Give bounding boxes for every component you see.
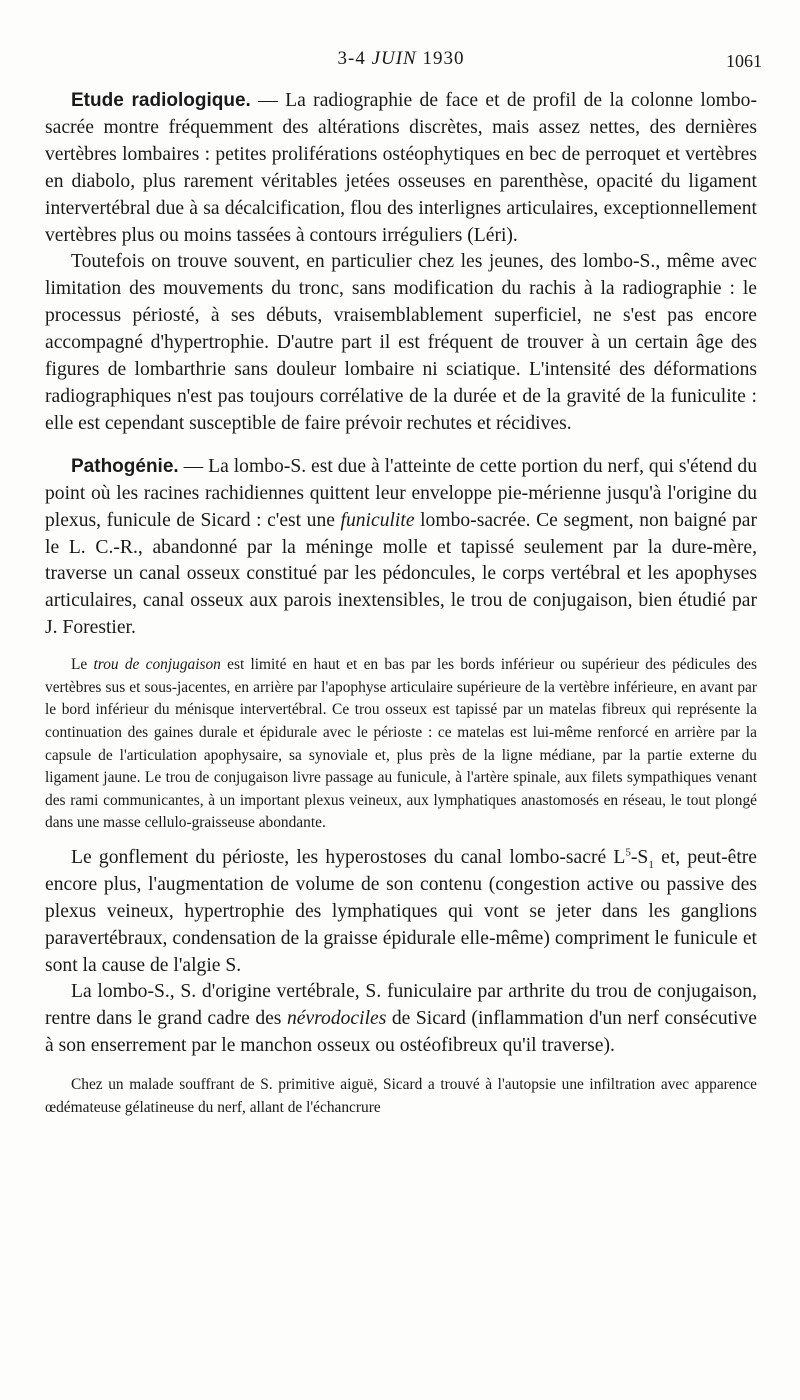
date-month: JUIN [371,48,417,69]
date-day: 3-4 [337,48,372,69]
section-title-radiologic: Etude radiologique. [71,90,251,111]
article-body [45,88,757,1119]
paragraph-text: — La radiographie de face et de profil de la colonne lombo-sacrée montre fréquemment des altérations discrètes, mais assez nettes, des dernières vertèbres lombaires : petites proliférations ostéophytiques en bec de perroquet et vertèbres en diabolo, plus rarement véritables jetées osseuses en parenthèse, opacité du ligament intervertébral due à sa décalcification, flou des interlignes articulaires, exceptionnellement vertèbres plus ou moins tassées à contours irréguliers (Léri). [45,90,757,246]
paragraph-text: et, peut-être encore plus, l'augmentation de volume de son contenu (congestion active ou passive des plexus veineux, hypertrophie des lymphatiques qui vont se jeter dans les ganglions paravertébraux, condensation de la graisse épidurale elle-même) compriment le funicule et sont la cause de l'algie S. [45,846,757,976]
note-text: Chez un malade souffrant de S. primitive aiguë, Sicard a trouvé à l'autopsie une infiltration avec apparence œdémateuse gélatineuse du nerf, allant de l'échancrure [45,1076,757,1116]
paragraph-young-patients [45,249,757,437]
section-title-pathogenesis: Pathogénie. [71,455,179,477]
paragraph-radiologic-study [45,88,757,249]
italic-term: névrodociles [286,1008,387,1030]
paragraph-text: -S [630,846,649,868]
note-text: Le [71,656,94,674]
paragraph-periosteum [45,845,757,980]
small-print-final-note [45,1074,757,1119]
paragraph-pathogenesis [45,454,757,642]
subscript: 1 [648,858,654,871]
paragraph-text: Toutefois on trouve souvent, en particulier chez les jeunes, des lombo-S., même avec limitation des mouvements du tronc, sans modification du rachis à la radiographie : le processus périosté, à ses débuts, vraisemblablement superficiel, ne s'est pas encore accompagné d'hypertrophie. D'autre part il est fréquent de trouver à un certain âge des figures de lombarthrie sans douleur lombaire ni sciatique. L'intensité des déformations radiographiques n'est pas toujours corrélative de la durée et de la gravité de la funiculite : elle est cependant susceptible de faire prévoir rechutes et récidives. [45,251,757,434]
paragraph-text: La lombo-S., S. d'origine vertébrale, S. funiculaire par arthrite du trou de conjugaison, rentre dans le grand cadre des [45,981,757,1030]
page-header [40,48,762,78]
note-text: est limité en haut et en bas par les bords inférieur ou supérieur des pédicules des vertèbres sus et sous-jacentes, en arrière par l'apophyse articulaire supérieure de la vertèbre inférieure, en avant par le bord inférieur du ménisque intervertébral. Ce trou osseux est tapissé par un matelas fibreux qui représente la continuation des gaines durale et épidurale avec le périoste : ce matelas est lui-même renforcé en arrière par la capsule de l'articulation apophysaire, sa synoviale et, plus près de la ligne médiane, par la partie externe du ligament jaune. Le trou de conjugaison livre passage au funicule, à l'artère spinale, aux filets sympathiques venant des rami communicantes, à un important plexus veineux, aux lymphatiques anastomosés en réseau, le tout plongé dans une masse cellulo-graisseuse abondante. [45,656,757,832]
paragraph-text: lombo-sacrée. Ce segment, non baigné par le L. C.-R., abandonné par la méninge molle et tapissé seulement par la dure-mère, traverse un canal osseux constitué par les pédoncules, le corps vertébral et les apophyses articulaires, canal osseux aux parois inextensibles, le trou de conjugaison, bien étudié par J. Forestier. [45,509,757,639]
italic-term: trou de conjugaison [93,656,221,674]
date-year: 1930 [416,48,465,69]
paragraph-nevrodociles [45,979,757,1060]
small-print-note [45,654,757,835]
paragraph-text: — La lombo-S. est due à l'atteinte de cette portion du nerf, qui s'étend du point où les racines rachidiennes quittent leur enveloppe pie-mérienne jusqu'à l'origine du plexus, funicule de Sicard : c'est une [45,455,757,531]
issue-date [40,48,762,70]
page-number: 1061 [726,51,762,71]
italic-term: funiculite [340,509,415,531]
paragraph-text: de Sicard (inflammation d'un nerf consécutive à son enserrement par le manchon osseux ou ostéofibreux qu'il traverse). [45,1008,757,1057]
superscript: 5 [625,846,631,859]
paragraph-text: Le gonflement du périoste, les hyperostoses du canal lombo-sacré L [71,846,626,868]
